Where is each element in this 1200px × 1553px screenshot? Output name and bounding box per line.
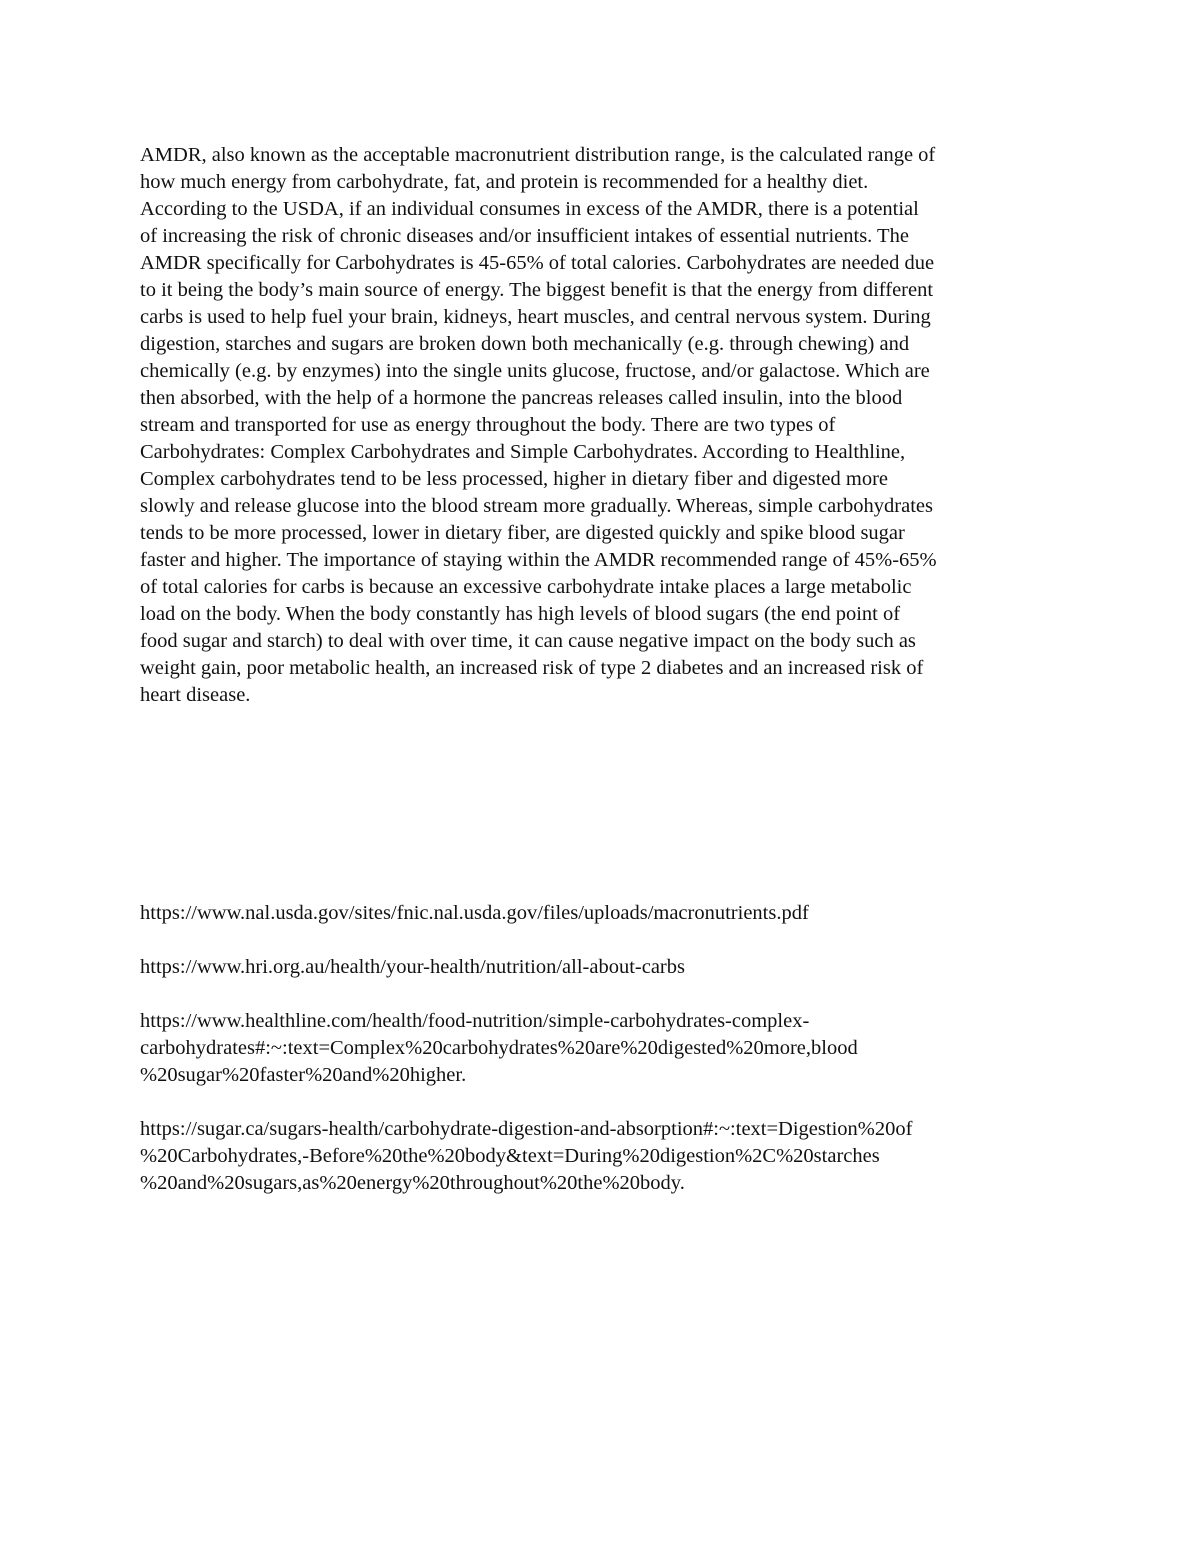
body-paragraph — [140, 142, 1070, 709]
body-line: weight gain, poor metabolic health, an increased risk of type 2 diabetes and an increased risk of — [140, 657, 924, 679]
reference-url-line: https://www.healthline.com/health/food-nutrition/simple-carbohydrates-complex- — [140, 1010, 810, 1032]
reference-url-line: carbohydrates#:~:text=Complex%20carbohydrates%20are%20digested%20more,blood — [140, 1037, 858, 1059]
body-line: food sugar and starch) to deal with over time, it can cause negative impact on the body such as — [140, 630, 916, 652]
reference-list — [140, 900, 1070, 1224]
reference-item — [140, 900, 1070, 927]
reference-item — [140, 1008, 1070, 1089]
body-line: digestion, starches and sugars are broken down both mechanically (e.g. through chewing) and — [140, 333, 910, 355]
body-line: AMDR, also known as the acceptable macronutrient distribution range, is the calculated range of — [140, 144, 936, 166]
body-line: slowly and release glucose into the blood stream more gradually. Whereas, simple carbohydrates — [140, 495, 933, 517]
body-line: AMDR specifically for Carbohydrates is 45-65% of total calories. Carbohydrates are needed due — [140, 252, 935, 274]
reference-item — [140, 1116, 1070, 1197]
reference-url-line: %20and%20sugars,as%20energy%20throughout%20the%20body. — [140, 1172, 685, 1194]
body-line: then absorbed, with the help of a hormone the pancreas releases called insulin, into the blood — [140, 387, 903, 409]
body-line: According to the USDA, if an individual consumes in excess of the AMDR, there is a potential — [140, 198, 919, 220]
body-line: of total calories for carbs is because an excessive carbohydrate intake places a large metabolic — [140, 576, 912, 598]
reference-url-line: https://sugar.ca/sugars-health/carbohydrate-digestion-and-absorption#:~:text=Digestion%20of — [140, 1118, 913, 1140]
body-line: chemically (e.g. by enzymes) into the single units glucose, fructose, and/or galactose. Which are — [140, 360, 930, 382]
body-line: of increasing the risk of chronic diseases and/or insufficient intakes of essential nutrients. The — [140, 225, 909, 247]
body-line: carbs is used to help fuel your brain, kidneys, heart muscles, and central nervous system. During — [140, 306, 931, 328]
body-line: load on the body. When the body constantly has high levels of blood sugars (the end point of — [140, 603, 901, 625]
reference-url-line: https://www.hri.org.au/health/your-health/nutrition/all-about-carbs — [140, 956, 685, 978]
body-line: stream and transported for use as energy throughout the body. There are two types of — [140, 414, 836, 436]
reference-url-line: https://www.nal.usda.gov/sites/fnic.nal.usda.gov/files/uploads/macronutrients.pdf — [140, 902, 809, 924]
reference-url-line: %20sugar%20faster%20and%20higher. — [140, 1064, 467, 1086]
body-line: to it being the body’s main source of energy. The biggest benefit is that the energy from different — [140, 279, 934, 301]
reference-url-line: %20Carbohydrates,-Before%20the%20body&text=During%20digestion%2C%20starches — [140, 1145, 880, 1167]
reference-item — [140, 954, 1070, 981]
body-line: how much energy from carbohydrate, fat, and protein is recommended for a healthy diet. — [140, 171, 869, 193]
body-line: heart disease. — [140, 684, 251, 706]
body-line: tends to be more processed, lower in dietary fiber, are digested quickly and spike blood sugar — [140, 522, 905, 544]
body-line: faster and higher. The importance of staying within the AMDR recommended range of 45%-65% — [140, 549, 937, 571]
body-line: Carbohydrates: Complex Carbohydrates and Simple Carbohydrates. According to Healthline, — [140, 441, 906, 463]
body-line: Complex carbohydrates tend to be less processed, higher in dietary fiber and digested more — [140, 468, 889, 490]
